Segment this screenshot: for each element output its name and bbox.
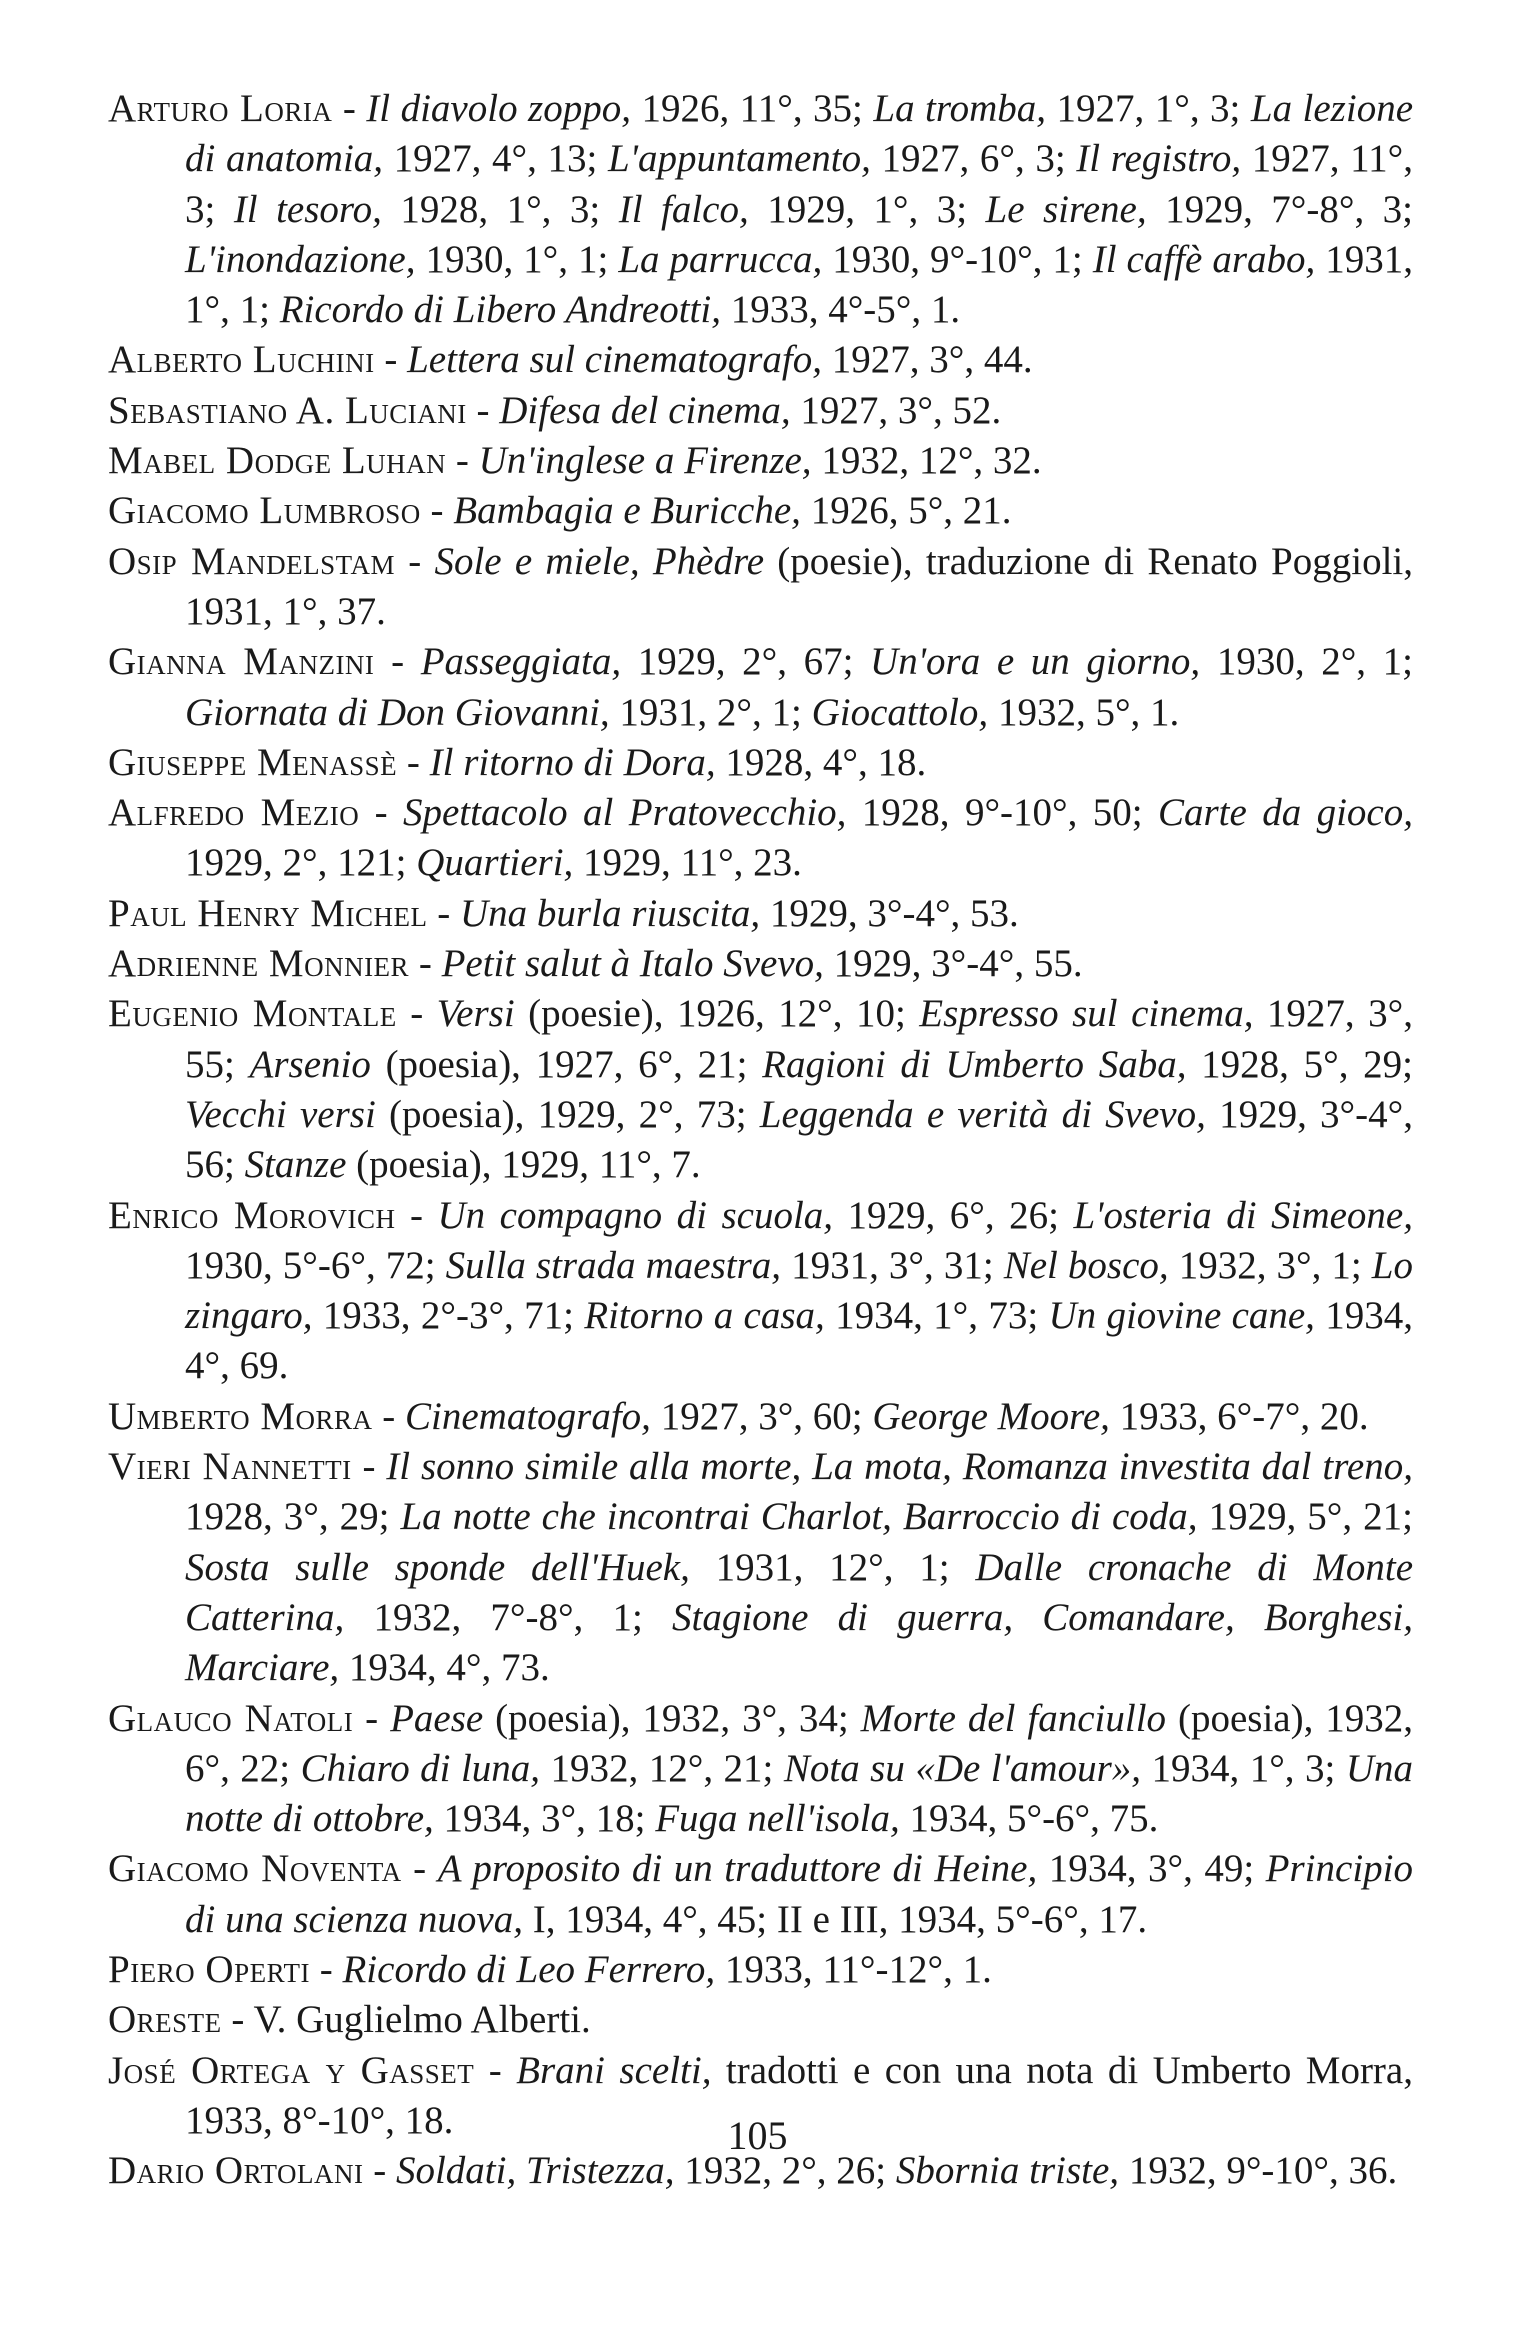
citation-text: (poesia), 1932, 6°, 22; bbox=[185, 1696, 1413, 1790]
work-title: Difesa del cinema, bbox=[499, 388, 791, 432]
work-title: Una notte di ottobre, bbox=[185, 1746, 1413, 1841]
work-title: L'inondazione, bbox=[185, 237, 416, 281]
work-title: Ricordo di Libero Andreotti, bbox=[279, 288, 721, 332]
citation-text: 1927, 11°, 3; bbox=[185, 137, 1413, 231]
work-title: Nel bosco, bbox=[1003, 1243, 1169, 1287]
citation-text: 1934, 5°-6°, 75. bbox=[899, 1797, 1159, 1841]
work-title: Ritorno a casa, bbox=[584, 1294, 825, 1338]
author-index bbox=[108, 84, 1413, 2196]
citation-text: (poesie), 1926, 12°, 10; bbox=[514, 992, 920, 1036]
work-title: Bambagia e Buricche, bbox=[453, 489, 801, 533]
citation-text: 1926, 5°, 21. bbox=[800, 489, 1012, 533]
work-title: Lo zingaro, bbox=[185, 1243, 1413, 1338]
work-title: Carte da gioco, bbox=[1157, 791, 1413, 835]
citation-text: 1932, 12°, 21; bbox=[540, 1746, 784, 1790]
citation-text: 1927, 1°, 3; bbox=[1046, 87, 1251, 130]
work-title: Leggenda e verità di Svevo, bbox=[759, 1092, 1206, 1136]
index-entry bbox=[108, 1995, 1413, 2045]
author-name: Eugenio Montale bbox=[108, 992, 397, 1036]
index-entry bbox=[108, 84, 1413, 335]
citation-text: 1927, 3°, 44. bbox=[822, 338, 1033, 382]
index-entry bbox=[108, 1694, 1413, 1845]
author-name: José Ortega y Gasset bbox=[108, 2048, 475, 2092]
author-name: Giuseppe Menassè bbox=[108, 740, 398, 784]
separator: - bbox=[420, 489, 454, 533]
work-title: L'appuntamento, bbox=[607, 137, 871, 181]
separator: - bbox=[332, 87, 367, 130]
work-title: Il tesoro, bbox=[233, 187, 382, 231]
citation-text: 1926, 11°, 35; bbox=[630, 87, 874, 130]
index-entry bbox=[108, 889, 1413, 939]
author-name: Alfredo Mezio bbox=[108, 791, 360, 835]
work-title: A proposito di un traduttore di Heine, bbox=[437, 1847, 1038, 1891]
work-title: L'osteria di Simeone, bbox=[1073, 1193, 1413, 1237]
author-name: Osip Mandelstam bbox=[108, 539, 395, 583]
work-title: Arsenio bbox=[249, 1042, 371, 1086]
index-entry bbox=[108, 436, 1413, 486]
separator: - bbox=[372, 1394, 406, 1438]
citation-text: 1927, 6°, 3; bbox=[870, 137, 1077, 181]
index-entry bbox=[108, 1844, 1413, 1945]
separator: - bbox=[351, 1445, 387, 1489]
citation-text: 1932, 2°, 26; bbox=[674, 2149, 896, 2193]
citation-text: 1932, 12°, 32. bbox=[811, 439, 1042, 483]
work-title: Versi bbox=[436, 992, 515, 1036]
citation-text: (poesia), 1929, 2°, 73; bbox=[375, 1092, 760, 1136]
index-entry bbox=[108, 989, 1413, 1190]
work-title: Soldati, Tristezza, bbox=[395, 2149, 675, 2193]
author-name: Gianna Manzini bbox=[108, 640, 375, 684]
author-name: Paul Henry Michel bbox=[108, 891, 428, 935]
separator: - bbox=[374, 640, 421, 684]
citation-text: 1927, 3°, 55; bbox=[185, 992, 1413, 1086]
citation-text: 1932, 9°-10°, 36. bbox=[1119, 2149, 1398, 2193]
citation-text: 1934, 1°, 73; bbox=[824, 1294, 1049, 1338]
separator: - bbox=[396, 992, 437, 1036]
citation-text: 1927, 3°, 60; bbox=[650, 1394, 873, 1438]
work-title: Le sirene, bbox=[985, 187, 1147, 231]
index-entry bbox=[108, 1191, 1413, 1392]
work-title: Nota su «De l'amour», bbox=[783, 1746, 1142, 1790]
author-name: Dario Ortolani bbox=[108, 2149, 364, 2193]
index-entry bbox=[108, 637, 1413, 738]
citation-text: V. Guglielmo Alberti. bbox=[253, 1998, 591, 2042]
work-title: Quartieri, bbox=[416, 841, 574, 885]
work-title: Ragioni di Umberto Saba, bbox=[762, 1042, 1187, 1086]
citation-text: 1927, 4°, 13; bbox=[383, 137, 608, 181]
work-title: Morte del fanciullo bbox=[860, 1696, 1167, 1740]
separator: - bbox=[221, 1998, 254, 2042]
citation-text: 1929, 5°, 21; bbox=[1197, 1495, 1413, 1539]
index-entry bbox=[108, 335, 1413, 385]
citation-text: 1930, 1°, 1; bbox=[415, 237, 619, 281]
author-name: Oreste bbox=[108, 1998, 222, 2042]
separator: - bbox=[374, 338, 408, 382]
author-name: Mabel Dodge Luhan bbox=[108, 439, 447, 483]
work-title: La notte che incontrai Charlot, Barroccio di coda, bbox=[400, 1495, 1198, 1539]
citation-text: 1928, 5°, 29; bbox=[1186, 1042, 1414, 1086]
author-name: Giacomo Noventa bbox=[108, 1847, 402, 1891]
work-title: Petit salut à Italo Svevo, bbox=[441, 942, 824, 986]
author-name: Alberto Luchini bbox=[108, 338, 375, 382]
index-entry bbox=[108, 1392, 1413, 1442]
work-title: Il caffè arabo, bbox=[1092, 237, 1316, 281]
citation-text: 1934, 3°, 18; bbox=[433, 1797, 656, 1841]
citation-text: 1931, 2°, 1; bbox=[609, 690, 812, 734]
work-title: Stanze bbox=[244, 1143, 347, 1187]
index-entry bbox=[108, 738, 1413, 788]
citation-text: 1934, 4°, 69. bbox=[185, 1294, 1413, 1388]
work-title: Lettera sul cinematografo, bbox=[407, 338, 822, 382]
work-title: La tromba, bbox=[873, 87, 1047, 130]
citation-text: (poesie), traduzione di Renato Poggioli, 1931, 1°, 37. bbox=[185, 539, 1413, 633]
citation-text: 1929, 11°, 23. bbox=[573, 841, 802, 885]
index-entry bbox=[108, 386, 1413, 436]
work-title: Una burla riuscita, bbox=[460, 891, 761, 935]
separator: - bbox=[409, 942, 442, 986]
citation-text: (poesia), 1929, 11°, 7. bbox=[346, 1143, 701, 1187]
citation-text: 1928, 9°-10°, 50; bbox=[846, 791, 1158, 835]
work-title: Giocattolo, bbox=[811, 690, 989, 734]
separator: - bbox=[353, 1696, 391, 1740]
work-title: Sole e miele, Phèdre bbox=[434, 539, 765, 583]
citation-text: 1929, 3°-4°, 53. bbox=[760, 891, 1019, 935]
work-title: Vecchi versi bbox=[185, 1092, 376, 1136]
work-title: Cinematografo, bbox=[405, 1394, 651, 1438]
index-entry bbox=[108, 537, 1413, 638]
index-entry bbox=[108, 486, 1413, 536]
work-title: Sulla strada maestra, bbox=[445, 1243, 782, 1287]
citation-text: 1930, 2°, 1; bbox=[1200, 640, 1413, 684]
citation-text: 1929, 3°-4°, 55. bbox=[823, 942, 1083, 986]
citation-text: 1934, 3°, 49; bbox=[1037, 1847, 1266, 1891]
separator: - bbox=[427, 891, 461, 935]
separator: - bbox=[363, 2149, 396, 2193]
citation-text: 1929, 7°-8°, 3; bbox=[1146, 187, 1414, 231]
author-name: Glauco Natoli bbox=[108, 1696, 354, 1740]
work-title: Ricordo di Leo Ferrero, bbox=[342, 1947, 716, 1991]
citation-text: 1930, 5°-6°, 72; bbox=[185, 1243, 446, 1287]
citation-text: 1932, 5°, 1. bbox=[988, 690, 1180, 734]
work-title: Il diavolo zoppo, bbox=[366, 87, 631, 130]
separator: - bbox=[466, 388, 500, 432]
citation-text: (poesia), 1932, 3°, 34; bbox=[483, 1696, 861, 1740]
citation-text: 1929, 2°, 121; bbox=[185, 841, 417, 885]
index-entry bbox=[108, 939, 1413, 989]
work-title: Un'ora e un giorno, bbox=[870, 640, 1201, 684]
citation-text: 1929, 6°, 26; bbox=[833, 1193, 1074, 1237]
citation-text: 1927, 3°, 52. bbox=[790, 388, 1002, 432]
work-title: Un'inglese a Firenze, bbox=[478, 439, 812, 483]
citation-text: 1932, 7°-8°, 1; bbox=[344, 1595, 672, 1639]
author-name: Arturo Loria bbox=[108, 87, 333, 130]
work-title: Passeggiata, bbox=[420, 640, 622, 684]
work-title: Dalle cronache di Monte Catterina, bbox=[185, 1545, 1414, 1639]
work-title: Espresso sul cinema, bbox=[919, 992, 1254, 1036]
citation-text: 1929, 2°, 67; bbox=[621, 640, 871, 684]
citation-text: tradotti e con una nota di Umberto Morra, 1933, 8°-10°, 18. bbox=[185, 2048, 1413, 2142]
work-title: La parrucca, bbox=[618, 237, 823, 281]
work-title: Sbornia triste, bbox=[895, 2149, 1120, 2193]
page-number: 105 bbox=[727, 2113, 788, 2158]
author-name: Adrienne Monnier bbox=[108, 942, 410, 986]
index-entry bbox=[108, 1945, 1413, 1995]
work-title: Stagione di guerra, Comandare, Borghesi, Marciare, bbox=[185, 1595, 1414, 1690]
citation-text: 1934, 1°, 3; bbox=[1141, 1746, 1346, 1790]
work-title: Un giovine cane, bbox=[1048, 1294, 1315, 1338]
citation-text: I, 1934, 4°, 45; II e III, 1934, 5°-6°, 17. bbox=[522, 1897, 1148, 1941]
citation-text: 1928, 4°, 18. bbox=[715, 740, 927, 784]
work-title: Il ritorno di Dora, bbox=[429, 740, 716, 784]
citation-text: 1931, 3°, 31; bbox=[781, 1243, 1004, 1287]
citation-text: 1933, 11°-12°, 1. bbox=[715, 1947, 992, 1991]
author-name: Giacomo Lumbroso bbox=[108, 489, 421, 533]
separator: - bbox=[395, 1193, 438, 1237]
author-name: Umberto Morra bbox=[108, 1394, 373, 1438]
work-title: Brani scelti, bbox=[516, 2048, 712, 2092]
work-title: Spettacolo al Pratovecchio, bbox=[403, 791, 847, 835]
separator: - bbox=[401, 1847, 438, 1891]
separator: - bbox=[474, 2048, 517, 2092]
work-title: Chiaro di luna, bbox=[300, 1746, 541, 1790]
citation-text: 1930, 9°-10°, 1; bbox=[822, 237, 1093, 281]
separator: - bbox=[359, 791, 403, 835]
author-name: Sebastiano A. Luciani bbox=[108, 388, 467, 432]
work-title: Paese bbox=[390, 1696, 484, 1740]
work-title: Un compagno di scuola, bbox=[437, 1193, 834, 1237]
separator: - bbox=[394, 539, 435, 583]
work-title: Giornata di Don Giovanni, bbox=[185, 690, 610, 734]
index-entry bbox=[108, 1442, 1413, 1693]
citation-text: 1933, 2°-3°, 71; bbox=[312, 1294, 585, 1338]
author-name: Enrico Morovich bbox=[108, 1193, 396, 1237]
work-title: Principio di una scienza nuova, bbox=[185, 1847, 1413, 1941]
citation-text: 1928, 3°, 29; bbox=[185, 1495, 401, 1539]
separator: - bbox=[397, 740, 430, 784]
citation-text: 1932, 3°, 1; bbox=[1168, 1243, 1372, 1287]
author-name: Piero Operti bbox=[108, 1947, 310, 1991]
citation-text: 1933, 6°-7°, 20. bbox=[1109, 1394, 1369, 1438]
citation-text: 1929, 1°, 3; bbox=[748, 187, 986, 231]
author-name: Vieri Nannetti bbox=[108, 1445, 352, 1489]
work-title: Fuga nell'isola, bbox=[655, 1797, 900, 1841]
citation-text: 1934, 4°, 73. bbox=[339, 1646, 550, 1690]
citation-text: (poesia), 1927, 6°, 21; bbox=[370, 1042, 763, 1086]
work-title: La lezione di anatomia, bbox=[185, 87, 1414, 181]
citation-text: 1929, 3°-4°, 56; bbox=[185, 1092, 1413, 1187]
citation-text: 1931, 12°, 1; bbox=[689, 1545, 976, 1589]
work-title: Il sonno simile alla morte, La mota, Romanza investita dal treno, bbox=[386, 1445, 1413, 1489]
separator: - bbox=[446, 439, 479, 483]
work-title: Il falco, bbox=[618, 187, 749, 231]
work-title: Il registro, bbox=[1076, 137, 1242, 181]
separator: - bbox=[309, 1947, 343, 1991]
index-entry bbox=[108, 788, 1413, 889]
citation-text: 1931, 1°, 1; bbox=[185, 237, 1414, 332]
work-title: George Moore, bbox=[872, 1394, 1110, 1438]
citation-text: 1928, 1°, 3; bbox=[381, 187, 619, 231]
work-title: Sosta sulle sponde dell'Huek, bbox=[185, 1545, 690, 1589]
citation-text: 1933, 4°-5°, 1. bbox=[720, 288, 961, 332]
